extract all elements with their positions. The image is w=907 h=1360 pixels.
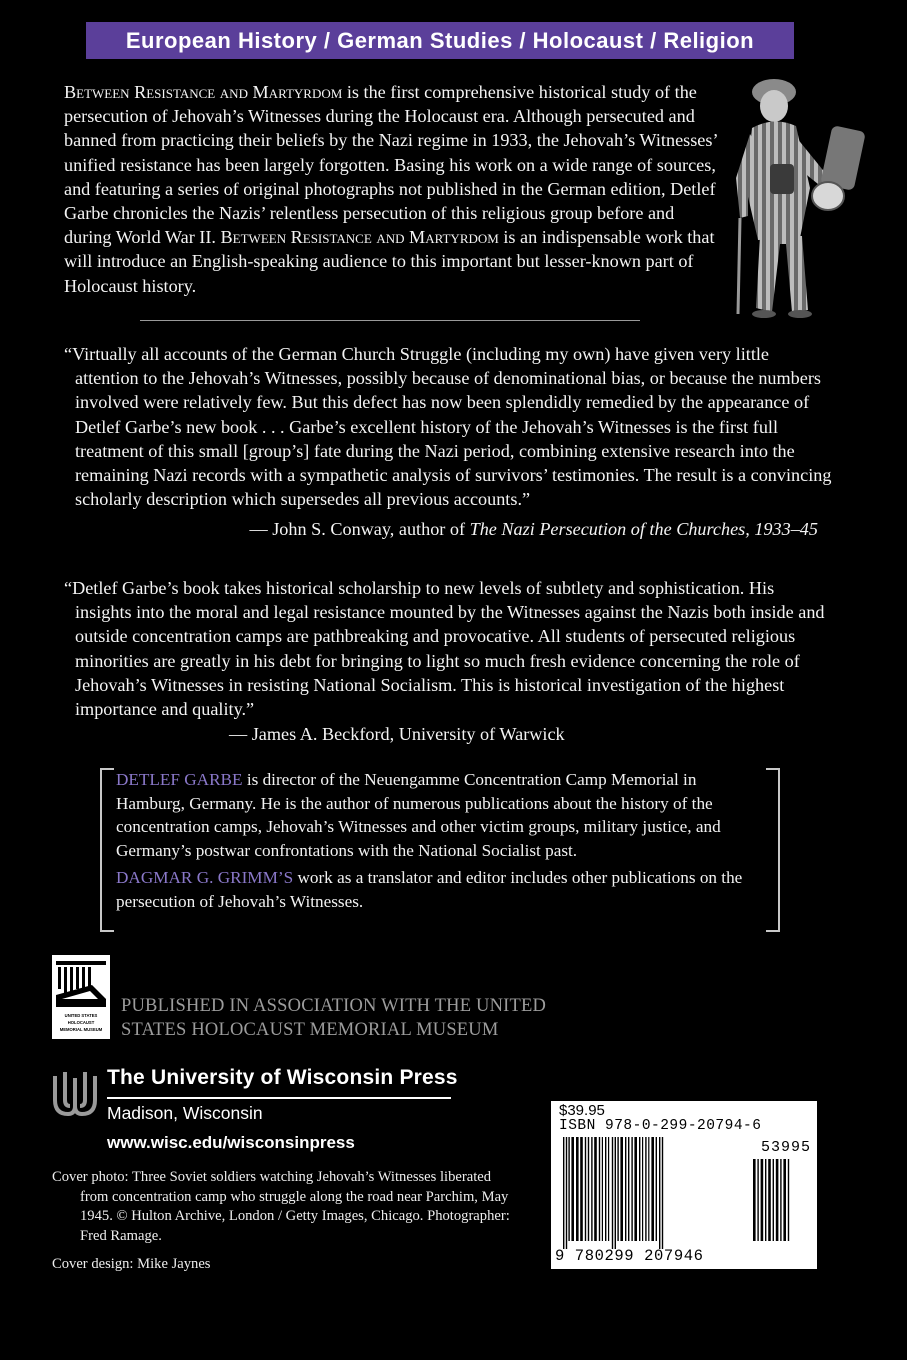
barcode-bar [625, 1137, 626, 1241]
author-bio-text: is director of the Neuengamme Concentration Camp Memorial in Hamburg, Germany. He is the author of numerous publications about the history of the concentration camps, Jehovah’s Witnesses and other victim groups, military justice, and Germany’s postwar confrontations with the National Socialist past. [116, 770, 721, 860]
barcode-bar [591, 1137, 592, 1241]
isbn-barcode-box [551, 1101, 817, 1269]
author-bio-box [100, 768, 780, 928]
barcode-bar [599, 1137, 600, 1241]
barcode-bar [566, 1137, 567, 1249]
blurb-beckford-text: “Detlef Garbe’s book takes historical scholarship to new levels of subtlety and sophistication. His insights into the moral and legal resistance mounted by the Witnesses against the Nazis both inside and outside concentration camps are pathbreaking and provocative. All students of persecuted religious minorities are greatly in his debt for bringing to light so much fresh evidence concerning the role of Jehovah’s Witnesses in resisting National Socialism. This is historical investigation of the highest importance and quality.” [64, 578, 825, 720]
barcode-bar [642, 1137, 643, 1241]
barcode-bars [557, 1137, 811, 1249]
blurb-conway [64, 342, 832, 542]
cover-credits [52, 1168, 522, 1275]
barcode-bar [753, 1159, 756, 1241]
price: $39.95 [559, 1102, 605, 1119]
barcode-addon-number: 53995 [760, 1139, 811, 1156]
translator-name: DAGMAR G. GRIMM’S [116, 868, 294, 888]
barcode-bar [612, 1137, 613, 1249]
barcode-bar [594, 1137, 597, 1241]
barcode-bar [776, 1159, 779, 1241]
description-text-2: is an indispensable work that will introduce an English-speaking audience to this important but lesser-known part of Holocaust history. [64, 227, 715, 296]
description-text-1: is the first comprehensive historical study of the persecution of Jehovah’s Witnesses during the Holocaust era. Although persecuted and banned from practicing their beliefs by the Nazi regime in 1933, the Jehovah’s Witnesses’ unified resistance has been largely forgotten. Basing his work on a wide range of sources, and featuring a series of original photographs not published in the German edition, Detlef Garbe chronicles the Nazis’ relentless persecution of this religious group before and during World War II. [64, 82, 718, 248]
barcode-bar [588, 1137, 589, 1241]
uw-press-logo [52, 1070, 98, 1120]
barcode-bar [563, 1137, 564, 1249]
barcode-bar [602, 1137, 603, 1241]
holocaust-museum-logo [52, 955, 110, 1039]
barcode-bar [634, 1137, 637, 1241]
barcode-bar [605, 1137, 606, 1241]
blurb-beckford-attribution: — James A. Beckford, University of Warwick [229, 724, 565, 745]
barcode-bar [648, 1137, 649, 1241]
bio-text [116, 768, 766, 918]
cover-photo-credit: Cover photo: Three Soviet soldiers watching Jehovah’s Witnesses liberated from concentration camp who struggle along the road near Parchim, May 1945. © Hulton Archive, London / Getty Images, Chicago. Photographer: Fred Ramage. [52, 1169, 510, 1244]
author-name: DETLEF GARBE [116, 770, 243, 789]
barcode-bar [780, 1159, 781, 1241]
book-title-1: Between Resistance and Martyrdom [64, 82, 343, 102]
bio-bracket-left [100, 768, 114, 932]
barcode-bar [788, 1159, 789, 1241]
section-divider [140, 320, 640, 321]
barcode-bar [620, 1137, 623, 1241]
barcode-bar [645, 1137, 646, 1241]
museum-logo-text-1: UNITED STATES [64, 1013, 98, 1018]
book-description [64, 80, 724, 298]
barcode-bar [757, 1159, 758, 1241]
barcode-bar [651, 1137, 654, 1241]
conway-book-title: The Nazi Persecution of the Churches, 1933–45 [469, 519, 818, 540]
barcode-bar [659, 1137, 660, 1249]
barcode-bar [765, 1159, 766, 1241]
cover-design-credit: Cover design: Mike Jaynes [52, 1256, 211, 1273]
press-rule [107, 1097, 451, 1099]
barcode-bar [783, 1159, 786, 1241]
author-bio [116, 768, 766, 862]
barcode-bar [576, 1137, 579, 1241]
museum-association [121, 994, 591, 1042]
barcode-bar [628, 1137, 629, 1241]
barcode-bar [656, 1137, 657, 1241]
isbn-label: ISBN 978-0-299-20794-6 [559, 1118, 762, 1134]
category-banner: European History / German Studies / Holocaust / Religion [86, 22, 794, 59]
barcode-bar [585, 1137, 586, 1241]
barcode-bar [580, 1137, 583, 1241]
barcode-bar [608, 1137, 609, 1241]
barcode-bar [571, 1137, 574, 1241]
barcode-bar [768, 1159, 771, 1241]
press-name: The University of Wisconsin Press [107, 1066, 458, 1089]
museum-logo-text-3: MEMORIAL MUSEUM [59, 1027, 103, 1032]
conway-attribution-text: — John S. Conway, author of [249, 519, 470, 540]
blurb-conway-text: “Virtually all accounts of the German Church Struggle (including my own) have given very little attention to the Jehovah’s Witnesses, possibly because of denominational bias, or because the numbers involved were relatively few. But this defect has now been splendidly remedied by the appearance of Detlef Garbe’s new book . . . Garbe’s excellent history of the Jehovah’s Witnesses is the first full treatment of this small [group’s] fate during the Nazi period, combining extensive research into the remaining Nazi records with a sympathetic analysis of survivors’ testimonies. The result is a convincing scholarly description which supersedes all previous accounts.” [64, 344, 832, 510]
barcode-bar [631, 1137, 632, 1241]
blurb-beckford [64, 576, 832, 746]
press-city: Madison, Wisconsin [107, 1103, 263, 1123]
museum-logo-text-2: HOLOCAUST [67, 1020, 95, 1025]
barcode-bar [617, 1137, 618, 1241]
translator-bio-text: work as a translator and editor includes other publications on the persecution of Jehovah’s Witnesses. [116, 868, 743, 911]
press-url[interactable]: www.wisc.edu/wisconsinpress [107, 1133, 355, 1152]
cover-photo-prisoner [730, 68, 865, 320]
book-title-2: Between Resistance and Martyrdom [220, 227, 499, 248]
blurb-conway-attribution [64, 517, 832, 541]
museum-line-1: PUBLISHED IN ASSOCIATION WITH THE UNITED [121, 996, 547, 1016]
museum-line-2: STATES HOLOCAUST MEMORIAL MUSEUM [121, 1020, 499, 1040]
barcode-bar [773, 1159, 774, 1241]
barcode-number: 9 780299 207946 [555, 1247, 704, 1265]
barcode-bar [761, 1159, 764, 1241]
translator-bio [116, 866, 766, 913]
bio-bracket-right [766, 768, 780, 932]
barcode-bar [615, 1137, 616, 1249]
barcode-bar [639, 1137, 640, 1241]
barcode-bar [568, 1137, 569, 1241]
barcode-bar [662, 1137, 663, 1249]
